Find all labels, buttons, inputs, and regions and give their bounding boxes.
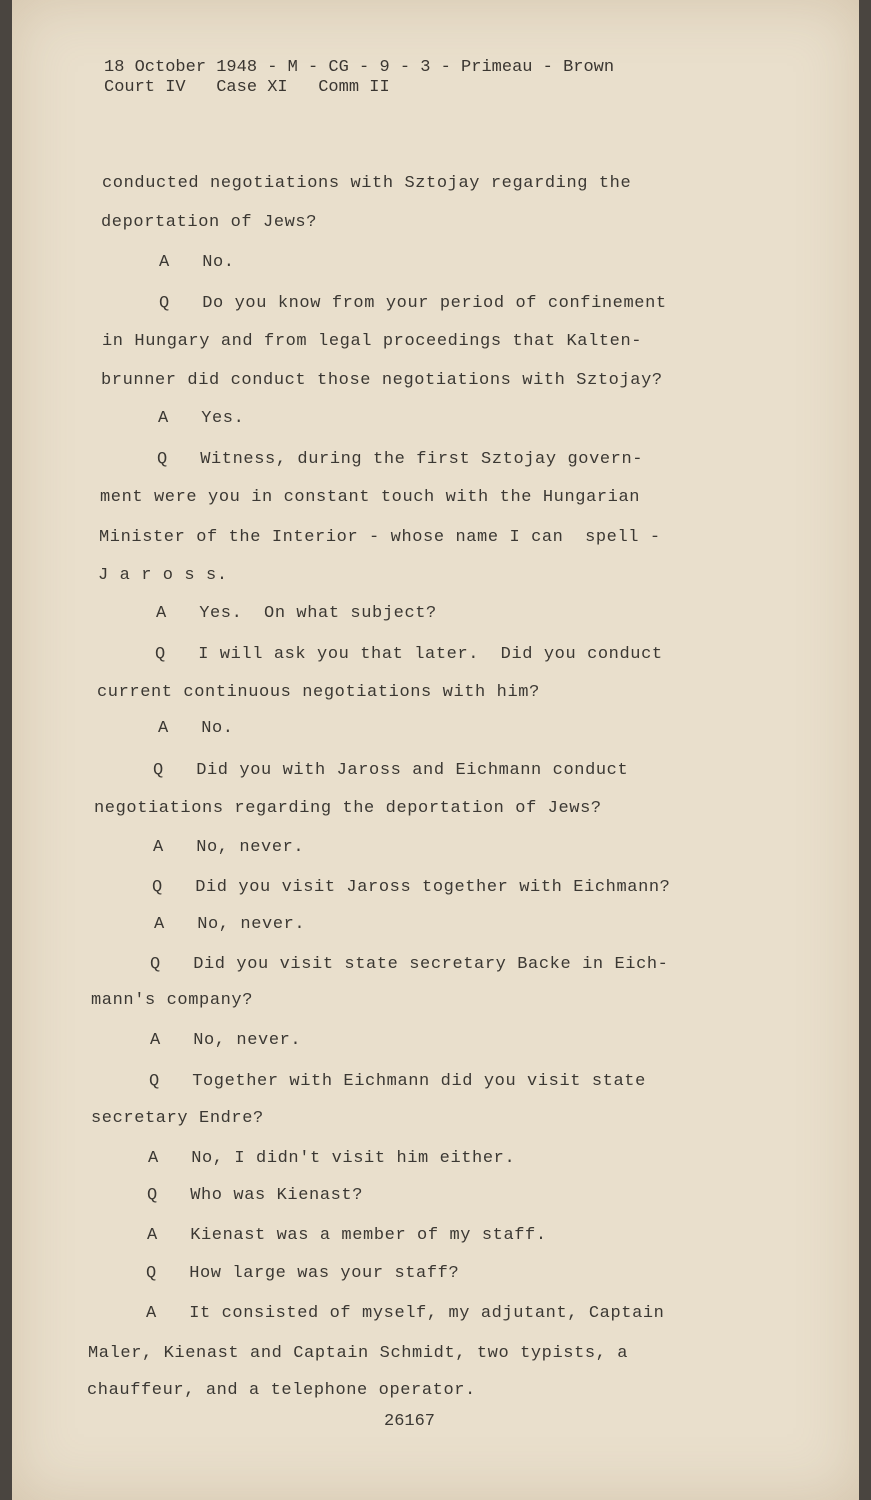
transcript-line: ment were you in constant touch with the Hungarian: [100, 488, 641, 507]
transcript-line: A No.: [158, 719, 234, 738]
transcript-line: A No.: [159, 253, 235, 272]
transcript-line: Q Who was Kienast?: [147, 1186, 364, 1205]
transcript-line: chauffeur, and a telephone operator.: [87, 1381, 476, 1400]
transcript-line: in Hungary and from legal proceedings that Kalten-: [102, 332, 643, 351]
transcript-line: A It consisted of myself, my adjutant, Captain: [146, 1304, 665, 1323]
transcript-line: negotiations regarding the deportation of Jews?: [94, 799, 602, 818]
transcript-line: Q Do you know from your period of confinement: [159, 294, 667, 313]
transcript-line: A Yes.: [158, 409, 245, 428]
transcript-line: deportation of Jews?: [101, 213, 318, 232]
transcript-line: A Kienast was a member of my staff.: [147, 1226, 547, 1245]
transcript-line: Q Together with Eichmann did you visit state: [149, 1072, 646, 1091]
transcript-line: secretary Endre?: [91, 1109, 264, 1128]
document-page: [12, 0, 859, 1500]
transcript-line: Q Did you visit Jaross together with Eichmann?: [152, 878, 671, 897]
transcript-line: A No, never.: [150, 1031, 302, 1050]
transcript-line: brunner did conduct those negotiations with Sztojay?: [101, 371, 663, 390]
page-number: 26167: [384, 1412, 436, 1431]
transcript-line: Maler, Kienast and Captain Schmidt, two typists, a: [88, 1344, 629, 1363]
transcript-line: J a r o s s.: [98, 566, 228, 585]
transcript-line: A Yes. On what subject?: [156, 604, 437, 623]
transcript-line: Q How large was your staff?: [146, 1264, 460, 1283]
transcript-line: A No, never.: [154, 915, 306, 934]
header-court-line: Court IV Case XI Comm II: [104, 78, 390, 97]
transcript-line: A No, never.: [153, 838, 305, 857]
transcript-body: [12, 0, 859, 1500]
transcript-line: Minister of the Interior - whose name I can spell -: [99, 528, 661, 547]
transcript-line: A No, I didn't visit him either.: [148, 1149, 516, 1168]
transcript-line: mann's company?: [91, 991, 254, 1010]
transcript-line: current continuous negotiations with him?: [97, 683, 540, 702]
header-date-line: 18 October 1948 - M - CG - 9 - 3 - Primeau - Brown: [104, 58, 615, 77]
transcript-line: Q Did you with Jaross and Eichmann conduct: [153, 761, 629, 780]
transcript-line: Q I will ask you that later. Did you conduct: [155, 645, 663, 664]
transcript-line: conducted negotiations with Sztojay regarding the: [102, 174, 632, 193]
transcript-line: Q Did you visit state secretary Backe in Eich-: [150, 955, 669, 974]
transcript-line: Q Witness, during the first Sztojay govern-: [157, 450, 644, 469]
